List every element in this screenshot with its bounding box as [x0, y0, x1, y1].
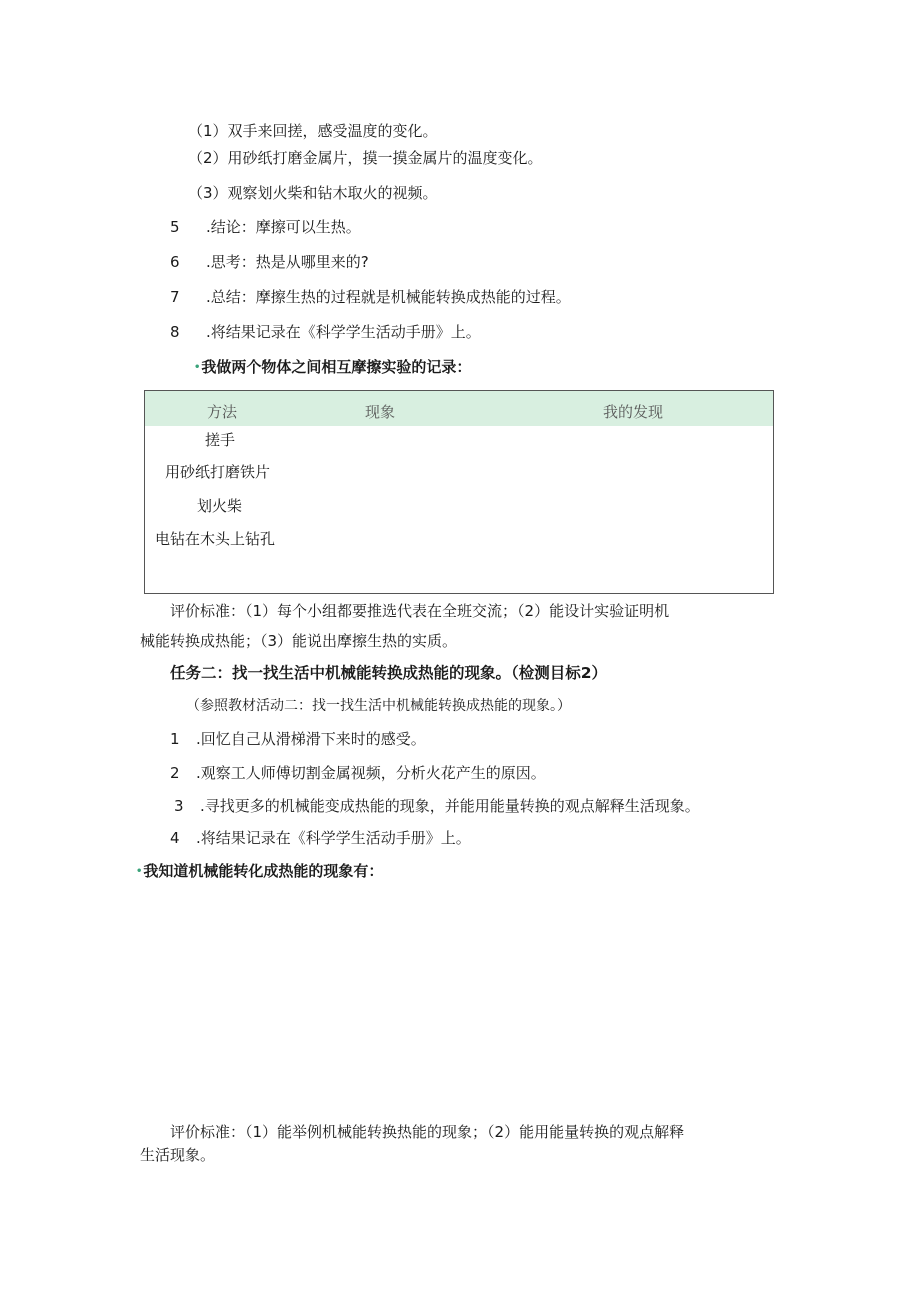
know-title: [136, 860, 383, 885]
table-row: 电钻在木头上钻孔: [155, 530, 276, 548]
step-1: （1）双手来回搓，感受温度的变化。: [188, 122, 438, 140]
record-title: [194, 356, 471, 381]
item-number: 7: [170, 288, 180, 306]
item-number: 1: [170, 730, 180, 748]
item-number: 8: [170, 323, 180, 341]
know-title-text: 我知道机械能转化成热能的现象有：: [143, 862, 384, 880]
item-number: 3: [174, 797, 184, 815]
task2-item: [174, 795, 700, 817]
table-header: [145, 391, 773, 426]
item-number: 5: [170, 218, 180, 236]
item-number: 2: [170, 764, 180, 782]
numbered-item: [170, 216, 361, 238]
eval-2-line-1: 评价标准：（1）能举例机械能转换热能的现象；（2）能用能量转换的观点解释: [170, 1123, 685, 1141]
item-text: .思考：热是从哪里来的?: [206, 253, 369, 271]
record-table: [144, 390, 774, 594]
task2-item: [170, 827, 471, 849]
record-title-text: 我做两个物体之间相互摩擦实验的记录：: [201, 358, 472, 376]
item-number: 6: [170, 253, 180, 271]
table-row: 搓手: [205, 431, 236, 449]
item-number: 4: [170, 829, 180, 847]
item-text: .观察工人师傅切割金属视频，分析火花产生的原因。: [196, 764, 546, 782]
step-3: （3）观察划火柴和钻木取火的视频。: [188, 184, 438, 202]
item-text: .将结果记录在《科学学生活动手册》上。: [206, 323, 481, 341]
numbered-item: [170, 321, 481, 343]
item-text: .回忆自己从滑梯滑下来时的感受。: [196, 730, 426, 748]
eval-1-line-2: 械能转换成热能；（3）能说出摩擦生热的实质。: [140, 632, 458, 650]
table-row: 划火柴: [197, 497, 243, 515]
item-text: .结论：摩擦可以生热。: [206, 218, 361, 236]
item-text: .将结果记录在《科学学生活动手册》上。: [196, 829, 471, 847]
numbered-item: [170, 251, 369, 273]
bullet-dot-icon: •: [194, 362, 201, 373]
task2-ref: （参照教材活动二：找一找生活中机械能转换成热能的现象。）: [186, 698, 571, 714]
item-text: .寻找更多的机械能变成热能的现象，并能用能量转换的观点解释生活现象。: [200, 797, 700, 815]
eval-2-line-2: 生活现象。: [140, 1146, 216, 1164]
numbered-item: [170, 286, 571, 308]
task2-item: [170, 762, 546, 784]
task2-title: 任务二：找一找生活中机械能转换成热能的现象。（检测目标2）: [170, 664, 608, 682]
header-finding: 我的发现: [603, 403, 664, 421]
eval-1-line-1: 评价标准：（1）每个小组都要推选代表在全班交流；（2）能设计实验证明机: [170, 602, 670, 620]
header-phenomenon: 现象: [365, 403, 396, 421]
step-2: （2）用砂纸打磨金属片，摸一摸金属片的温度变化。: [188, 149, 543, 167]
table-row: 用砂纸打磨铁片: [165, 463, 271, 481]
task2-item: [170, 728, 426, 750]
bullet-dot-icon: •: [136, 866, 143, 877]
item-text: .总结：摩擦生热的过程就是机械能转换成热能的过程。: [206, 288, 571, 306]
header-method: 方法: [207, 403, 238, 421]
